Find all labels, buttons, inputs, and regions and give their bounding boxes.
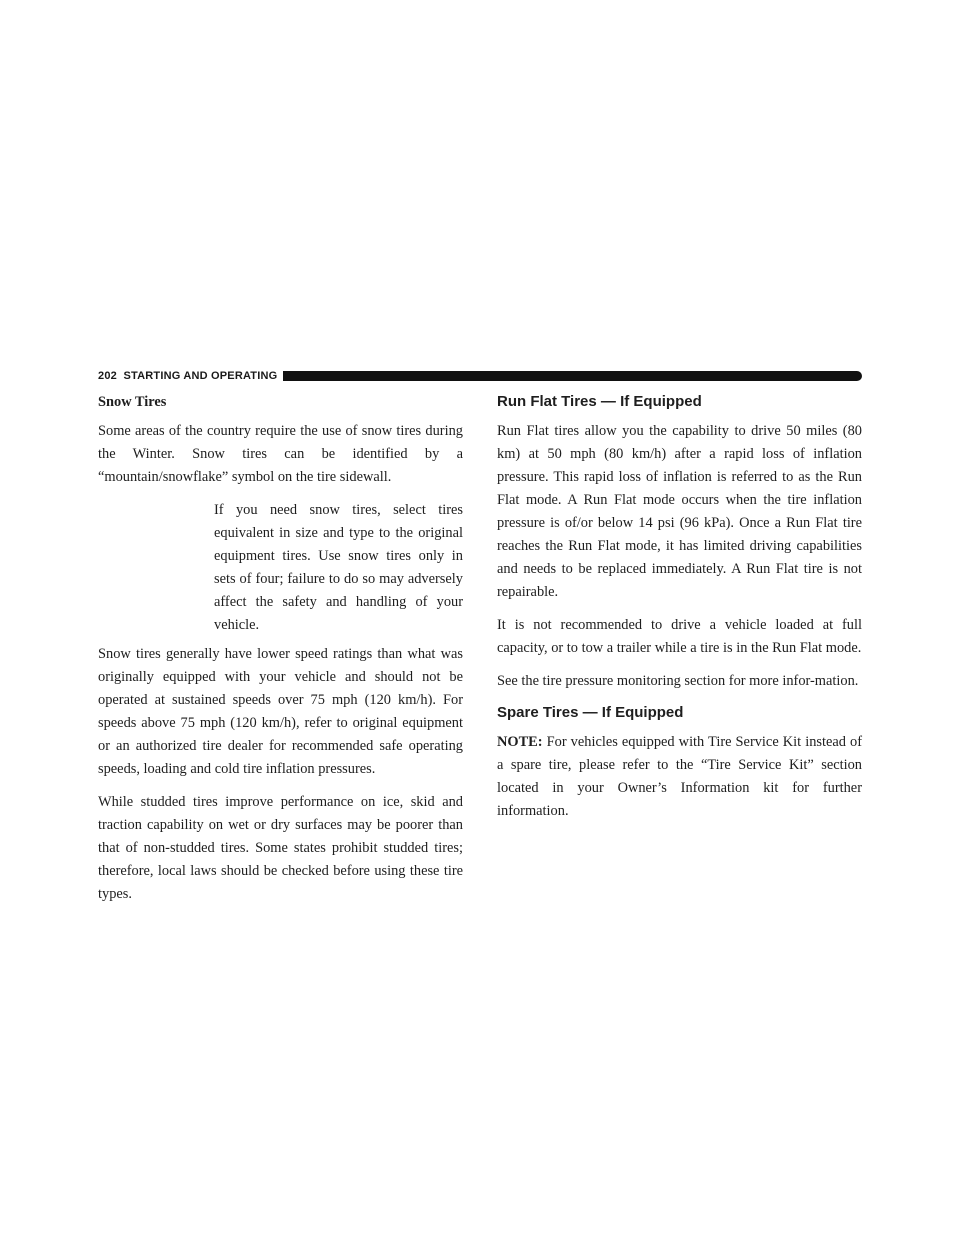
run-flat-heading: Run Flat Tires — If Equipped [497,393,702,410]
page-header [98,368,862,384]
spare-tires-heading: Spare Tires — If Equipped [497,704,684,721]
right-column [497,392,862,833]
snow-tires-heading: Snow Tires [98,394,167,410]
left-column [98,392,463,916]
snow-tires-warning: If you need snow tires, select tires equivalent in size and type to the original equipment tires. Use snow tires only in sets of four; failure to do so may adversely affect the safety and handling of your vehicle. [214,502,463,633]
section-title: STARTING AND OPERATING [123,370,278,382]
run-flat-capacity-paragraph: It is not recommended to drive a vehicle loaded at full capacity, or to tow a trailer while a tire is in the Run Flat mode. [497,617,862,656]
page-number: 202 [98,370,117,382]
tpms-reference-paragraph: See the tire pressure monitoring section for more infor-mation. [497,673,859,689]
note-text: For vehicles equipped with Tire Service Kit instead of a spare tire, please refer to the “Tire Service Kit” section located in your Owner’s Information kit for further information. [497,734,862,819]
page-header-label [98,370,283,382]
spare-tires-note [497,731,862,823]
header-rule [283,371,862,381]
studded-tires-paragraph: While studded tires improve performance on ice, skid and traction capability on wet or dry surfaces may be poorer than that of non-studded tires. Some states prohibit studded tires; therefore, local laws should be checked before using these tire types. [98,794,463,902]
snow-tires-intro: Some areas of the country require the use of snow tires during the Winter. Snow tires can be identified by a “mountain/snowflake” symbol on the tire sidewall. [98,423,463,485]
run-flat-paragraph: Run Flat tires allow you the capability to drive 50 miles (80 km) at 50 mph (80 km/h) after a rapid loss of inflation pressure. This rapid loss of inflation is referred to as the Run Flat mode. A Run Flat mode occurs when the tire inflation pressure is of/or below 14 psi (96 kPa). Once a Run Flat tire reaches the Run Flat mode, it has limited driving capabilities and needs to be replaced immediately. A Run Flat tire is not repairable. [497,423,862,600]
snow-tires-speed-paragraph: Snow tires generally have lower speed ratings than what was originally equipped with your vehicle and should not be operated at sustained speeds over 75 mph (120 km/h). For speeds above 75 mph (120 km/h), refer to original equipment or an authorized tire dealer for recommended safe operating speeds, loading and cold tire inflation pressures. [98,646,463,777]
note-label: NOTE: [497,734,543,750]
